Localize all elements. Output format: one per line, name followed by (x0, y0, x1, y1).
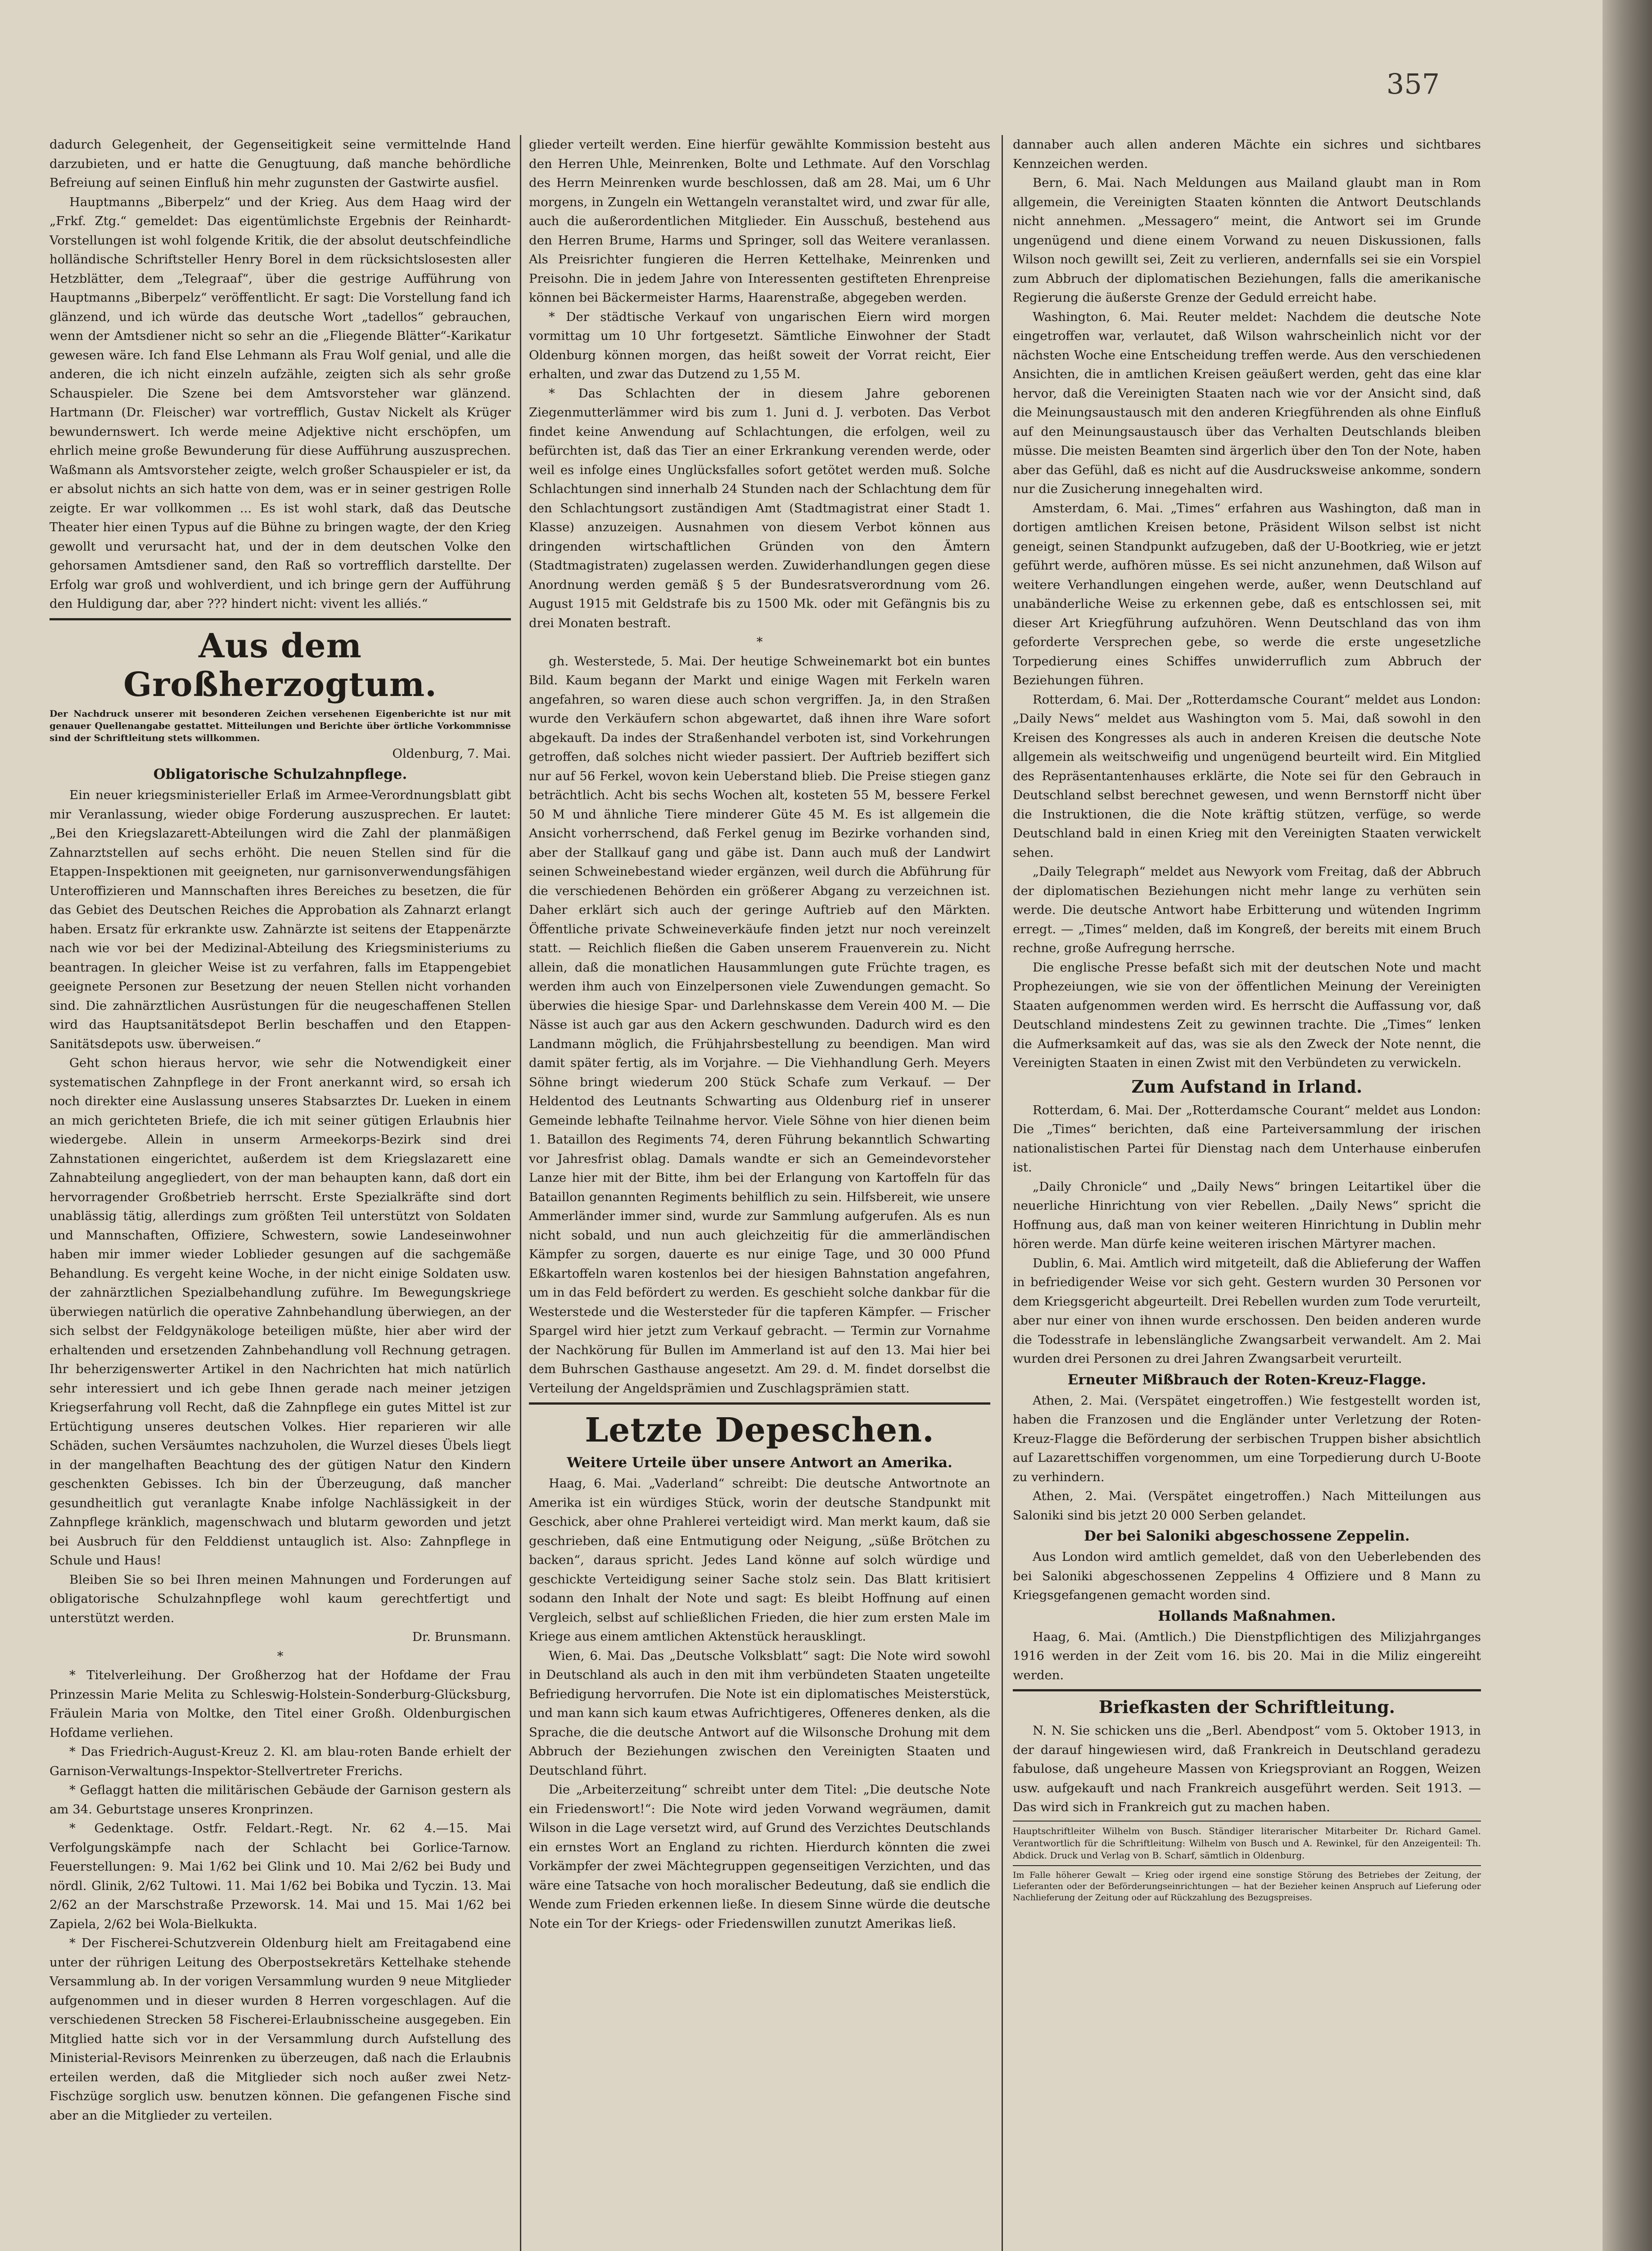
notice-eier: * Der städtische Verkauf von ungarischen Eiern wird morgen vormittag um 10 Uhr fortgesetzt. Sämtliche Einwohner der Stadt Oldenburg können morgen, das heißt soweit der Vorrat reicht, Eier erhalten, und zwar das Dutzend zu 1,55 M. (529, 309, 990, 381)
article-text: Geht schon hieraus hervor, wie sehr die Notwendigkeit einer systematischen Zahnpflege in der Front anerkannt wird, so ersah ich noch direkter eine Auslassung unseres Stabsarztes Dr. Lueken in einem an mich gerichteten Briefe, die ich mit seiner gütigen Erlaubnis hier wiedergebe. Allein in unserm Armeekorps-Bezirk sind drei Zahnstationen eingerichtet, außerdem ist dem Kriegslazarett eine Zahnabteilung angegliedert, von der man behaupten kann, daß dort ein hervorragender Großbetrieb herrscht. Erste Spezialkräfte sind dort unablässig tätig, allerdings zum größten Teil unterstützt von Soldaten und Mannschaften, Offiziere, Schwestern, sowie Landeseinwohner haben mir immer wieder Loblieder gesungen auf die sachgemäße Behandlung. Es vergeht keine Woche, in der nicht einige Soldaten usw. der zahnärztlichen Spezialbehandlung zuführe. Im Bewegungskriege überwiegen natürlich die operative Zahnbehandlung überwiegen, an der sich selbst der Feldgynäkologe beteiligen müßte, hier aber wird der erhaltenden und ersetzenden Zahnbehandlung voll Rechnung getragen. Ihr beherzigenswerter Artikel in den Nachrichten hat mich natürlich sehr interessiert und ich gebe Ihnen gerade nach meiner jetzigen Kriegserfahrung voll Recht, daß die Zahnpflege ein gutes Mittel ist zur Ertüchtigung unseres deutschen Volkes. Hier reparieren wir alle Schäden, suchen Versäumtes nachzuholen, die Wurzel dieses Übels liegt in der mangelhaften Beachtung des der gütigen Natur den Kindern geschenkten Gebisses. Ich bin der Überzeugung, daß mancher gesundheitlich gut veranlagte Knabe infolge Nachlässigkeit in der Zahnpflege kränklich, magenschwach und blutarm geworden und jetzt bei Ausbruch für den Felddienst untauglich ist. Also: Zahnpflege in Schule und Haus! (50, 1056, 511, 1568)
dispatch-dublin: Dublin, 6. Mai. Amtlich wird mitgeteilt, daß die Ablieferung der Waffen in befriedigender Weise vor sich geht. Gestern wurden 30 Personen vor dem Kriegsgericht abgeurteilt. Drei Rebellen wurden zum Tode verurteilt, aber nur einer von ihnen wurde erschossen. Den beiden anderen wurde die Todesstrafe in lebenslängliche Zwangsarbeit verwandelt. Am 2. Mai wurden drei Personen zu drei Jahren Zwangsarbeit verurteilt. (1013, 1256, 1481, 1366)
reprint-notice: Der Nachdruck unserer mit besonderen Zeichen versehenen Eigenberichte ist nur mit genauer Quellenangabe gestattet. Mitteilungen und Berichte über örtliche Vorkommnisse sind der Schriftleitung stets willkommen. (50, 708, 511, 743)
dispatch-zeppelin: Aus London wird amtlich gemeldet, daß von den Ueberlebenden des bei Saloniki abgeschossenen Zeppelins 4 Offiziere und 8 Mann zu Kriegsgefangenen gemacht worden sind. (1013, 1550, 1481, 1602)
column-1 (50, 135, 511, 2125)
article-text: Ein neuer kriegsministerieller Erlaß im Armee-Verordnungsblatt gibt mir Veranlassung, wieder obige Forderung auszusprechen. Er lautet: „Bei den Kriegslazarett-Abteilungen wird die Zahl der planmäßigen Zahnarztstellen auf sechs erhöht. Die neuen Stellen sind für die Etappen-Inspektionen mit geeigneten, nur garnisonverwendungsfähigen Unteroffizieren und Mannschaften ihres Bereiches zu besetzen, die für das Gebiet des Deutschen Reiches die Approbation als Zahnarzt erlangt haben. Ersatz für erkrankte usw. Zahnärzte ist seitens der Etappenärzte nach wie vor bei der Medizinal-Abteilung des Kriegsministeriums zu beantragen. In gleicher Weise ist zu verfahren, falls im Etappengebiet geeignete Personen zur Besetzung der neuen Stellen nicht vorhanden sind. Die zahnärztlichen Ausrüstungen für die neugeschaffenen Stellen wird das Hauptsanitätsdepot Berlin beschaffen und den Etappen-Sanitätsdepots usw. überweisen.“ (50, 788, 511, 1051)
dispatch-wien: Wien, 6. Mai. Das „Deutsche Volksblatt“ sagt: Die Note wird sowohl in Deutschland als auch in den mit ihm verbündeten Staaten ungeteilte Befriedigung hervorrufen. Die Note ist ein diplomatisches Meisterstück, und man kann sich kaum etwas Aufrichtigeres, Offeneres denken, als die Sprache, die die deutsche Antwort auf die Wilsonsche Drohung mit dem Abbruch der Beziehungen zwischen den Vereinigten Staaten und Deutschland führt. (529, 1648, 990, 1778)
column-rule (520, 135, 521, 2251)
dispatch-holland: Haag, 6. Mai. (Amtlich.) Die Dienstpflichtigen des Milizjahrganges 1916 werden in der Zeit vom 16. bis 20. Mai in die Miliz eingereiht werden. (1013, 1629, 1481, 1682)
article-text: glieder verteilt werden. Eine hierfür gewählte Kommission besteht aus den Herren Uhle, Meinrenken, Bolte und Lethmate. Auf den Vorschlag des Herrn Meinrenken wurde beschlossen, daß am 28. Mai, um 6 Uhr morgens, in Zungeln ein Wettangeln veranstaltet wird, und zwar für alle, auch die außerordentlichen Mitglieder. Ein Ausschuß, bestehend aus den Herren Brume, Harms und Springer, soll das Weitere veranlassen. Als Preisrichter fungieren die Herren Kettelhake, Meinrenken und Preisohn. Die in jedem Jahre von Interessenten gestifteten Ehrenpreise können bei Bäckermeister Harms, Haarenstraße, abgegeben werden. (529, 137, 990, 305)
dispatch-athen-1: Athen, 2. Mai. (Verspätet eingetroffen.) Wie festgestellt worden ist, haben die Franzosen und die Engländer unter Verletzung der Roten-Kreuz-Flagge die Beförderung der serbischen Truppen bisher absichtlich auf Lazarettschiffen vorgenommen, um eine Torpedierung durch U-Boote zu verhindern. (1013, 1393, 1481, 1484)
imprint: Hauptschriftleiter Wilhelm von Busch. Ständiger literarischer Mitarbeiter Dr. Richard Gamel. Verantwortlich für die Schriftleitung: Wilhelm von Busch und A. Rewinkel, für den Anzeigenteil: Th. Abdick. Druck und Verlag von B. Scharf, sämtlich in Oldenburg. (1013, 1825, 1481, 1861)
column-2 (529, 135, 990, 1933)
notice-gedenktage: * Gedenktage. Ostfr. Feldart.-Regt. Nr. 62 4.—15. Mai Verfolgungskämpfe nach der Schlacht bei Gorlice-Tarnow. Feuerstellungen: 9. Mai 1/62 bei Glink und 10. Mai 2/62 bei Budy und nördl. Glinik, 2/62 Tultowi. 11. Mai 1/62 bei Bobika und Tyczin. 13. Mai 2/62 an der Marschstraße Przeworsk. 14. Mai und 15. Mai 1/62 bei Zapiela, 2/62 bei Wola-Bielkukta. (50, 1821, 511, 1931)
book-binding-edge (1602, 0, 1652, 2251)
notice-titel: * Titelverleihung. Der Großherzog hat der Hofdame der Frau Prinzessin Marie Melita zu Schleswig-Holstein-Sonderburg-Glücksburg, Fräulein Maria von Moltke, den Titel einer Großh. Oldenburgischen Hofdame verliehen. (50, 1668, 511, 1740)
section-heading-grossherzogtum: Aus dem Großherzogtum. (123, 626, 437, 704)
article-text: dadurch Gelegenheit, der Gegenseitigkeit seine vermittelnde Hand darzubieten, und er hatte die Genugtuung, daß manche behördliche Befreiung auf seinen Einfluß hin mehr zugunsten der Gastwirte ausfiel. (50, 137, 511, 190)
dispatch-irland-2: „Daily Chronicle“ und „Daily News“ bringen Leitartikel über die neuerliche Hinrichtung von vier Rebellen. „Daily News“ spricht die Hoffnung aus, daß man von keiner weiteren Hinrichtung in Dublin mehr hören werde. Man dürfe keine weiteren irischen Märtyrer machen. (1013, 1179, 1481, 1251)
dispatch-daily-telegraph: „Daily Telegraph“ meldet aus Newyork vom Freitag, daß der Abbruch der diplomatischen Beziehungen nicht mehr lange zu verhüten sein werde. Die deutsche Antwort habe Erbitterung und wütenden Ingrimm erregt. — „Times“ melden, daß im Kongreß, der bereits mit einem Bruch rechne, große Aufregung herrsche. (1013, 864, 1481, 955)
article-heading-irland: Zum Aufstand in Irland. (1131, 1076, 1363, 1097)
dispatch-amsterdam: Amsterdam, 6. Mai. „Times“ erfahren aus Washington, daß man in dortigen amtlichen Kreisen betone, Präsident Wilson selbst ist nicht geneigt, seinen Standpunkt aufzugeben, daß der U-Bootkrieg, wie er jetzt geführt werde, aufhören müsse. Es sei nicht anzunehmen, daß Wilson auf weitere Verhandlungen eingehen werde, außer, wenn Deutschland auf unabänderliche Weise zu erkennen gebe, daß es entschlossen sei, mit dieser Art Kriegführung aufzuhören. Wenn Deutschland das von ihm geforderte Versprechen gebe, so werde die erste ungesetzliche Torpedierung eines Schiffes unwiderruflich zum Abbruch der Beziehungen führen. (1013, 501, 1481, 687)
column-rule (1002, 135, 1003, 2251)
notice-kreuz: * Das Friedrich-August-Kreuz 2. Kl. am blau-roten Bande erhielt der Garnison-Verwaltungs-Inspektor-Stellvertreter Frerichs. (50, 1745, 511, 1778)
dispatch-athen-2: Athen, 2. Mai. (Verspätet eingetroffen.) Nach Mitteilungen aus Saloniki sind bis jetzt 20 000 Serben gelandet. (1013, 1489, 1481, 1523)
section-divider (50, 618, 511, 620)
notice-westerstede: gh. Westerstede, 5. Mai. Der heutige Schweinemarkt bot ein buntes Bild. Kaum begann der Markt und einige Wagen mit Ferkeln waren angefahren, so waren diese auch schon vergriffen. Ja, in den Straßen wurde den Verkäufern schon abgewartet, daß ihnen ihre Ware sofort abgekauft. Da indes der Straßenhandel verboten ist, sind Vorkehrungen getroffen, daß solches nicht wieder passiert. Der Auftrieb beziffert sich nur auf 56 Ferkel, wovon kein Ueberstand blieb. Die Preise stiegen ganz beträchtlich. Acht bis sechs Wochen alt, kosteten 55 M, bessere Ferkel 50 M und ähnliche Tiere minderer Güte 45 M. Es ist allgemein die Ansicht vorherrschend, daß Ferkel genug im Bezirke vorhanden sind, aber der Stallkauf gang und gäbe ist. Dann auch muß der Landwirt seinen Schweinebestand wieder ergänzen, weil durch die Abführung für die verschiedenen Behörden ein größerer Abgang zu verzeichnen ist. Daher erklärt sich auch der geringe Auftrieb auf den Märkten. Öffentliche private Schweineverkäufe finden jetzt nur noch vereinzelt statt. — Reichlich fließen die Gaben unserem Frauenverein zu. Nicht allein, daß die monatlichen Hausammlungen gute Früchte tragen, es werden ihm auch von Einzelpersonen viele Zuwendungen gemacht. So überwies die hiesige Spar- und Darlehnskasse dem Verein 400 M. — Die Nässe ist auch gar aus den Ackern geschwunden. Dadurch wird es den Landmann möglich, die Frühjahrsbestellung zu beendigen. Man wird damit später fertig, als im Vorjahre. — Die Viehhandlung Gerh. Meyers Söhne bringt wiederum 200 Stück Schafe zum Verkauf. — Der Heldentod des Leutnants Schwarting aus Oldenburg rief in unserer Gemeinde lebhafte Teilnahme hervor. Viele Söhne von hier dienen beim 1. Bataillon des Regiments 74, deren Führung bekanntlich Schwarting vor Jahresfrist oblag. Damals wandte er sich an Gemeindevorsteher Lanze hier mit der Bitte, ihm bei der Erlangung von Kartoffeln für das Bataillon genannten Regiments behilflich zu sein. Hilfsbereit, wie unsere Ammerländer immer sind, wurde zur Sammlung aufgerufen. Als es nun nicht sobald, und nun auch gleichzeitig für die ammerländischen Kämpfer zu sorgen, dauerte es nur einige Tage, und 30 000 Pfund Eßkartoffeln waren kostenlos bei der hiesigen Bahnstation angefahren, um in das Feld befördert zu werden. Es geschieht solche dankbar für die Westerstede und die Westersteder für die tapferen Kämpfer. — Frischer Spargel wird hier jetzt zum Verkauf gebracht. — Termin zur Vornahme der Nachkörung für Bullen im Ammerland ist auf den 13. Mai hier bei dem Buhrschen Gasthause angesetzt. Am 29. d. M. findet dorselbst die Verteilung der Angeldsprämien und Zuschlagsprämien statt. (529, 654, 990, 1396)
dispatch-irland-1: Rotterdam, 6. Mai. Der „Rotterdamsche Courant“ meldet aus London: Die „Times“ berichten, daß eine Parteiversammlung der irischen nationalistischen Partei für Dienstag nach dem Unterhause einberufen ist. (1013, 1103, 1481, 1175)
force-majeure-notice: Im Falle höherer Gewalt — Krieg oder irgend eine sonstige Störung des Betriebes der Zeitung, der Lieferanten oder der Beförderungseinrichtungen — hat der Bezieher keinen Anspruch auf Lieferung oder Nachlieferung der Zeitung oder auf Rückzahlung des Bezugspreises. (1013, 1870, 1481, 1903)
letter-reply: N. N. Sie schicken uns die „Berl. Abendpost“ vom 5. Oktober 1913, in der darauf hingewiesen wird, daß Frankreich in Deutschland geradezu fabulose, daß ungeheure Massen von Kriegsproviant an Roggen, Weizen usw. aufgekauft und nach Frankreich ausgeführt werden. Seit 1913. — Das wird sich in Frankreich gut zu machen haben. (1013, 1723, 1481, 1814)
article-heading-zeppelin: Der bei Saloniki abgeschossene Zeppelin. (1084, 1528, 1410, 1544)
author-signature: Dr. Brunsmann. (412, 1630, 511, 1644)
article-heading-urteile: Weitere Urteile über unsere Antwort an Amerika. (567, 1455, 952, 1471)
article-heading-holland: Hollands Maßnahmen. (1158, 1608, 1336, 1624)
page-number: 357 (1386, 68, 1440, 100)
dateline: Oldenburg, 7. Mai. (392, 746, 511, 761)
separator-star: * (756, 635, 763, 649)
notice-geflaggt: * Geflaggt hatten die militärischen Gebäude der Garnison gestern als am 34. Geburtstage unseres Kronprinzen. (50, 1783, 511, 1817)
article-text: dannaber auch allen anderen Mächte ein sichres und sichtbares Kennzeichen werden. (1013, 137, 1481, 171)
section-heading-letzte-depeschen: Letzte Depeschen. (585, 1411, 934, 1450)
notice-ziegen: * Das Schlachten der in diesem Jahre geborenen Ziegenmutterlämmer wird bis zum 1. Juni d. J. verboten. Das Verbot findet keine Anwendung auf Schlachtungen, die erfolgen, weil zu befürchten ist, daß das Tier an einer Erkrankung verenden werde, oder weil es infolge eines Unglücksfalles sofort getötet werden muß. Solche Schlachtungen sind innerhalb 24 Stunden nach der Schlachtung dem für den Schlachtungsort zuständigen Amt (Stadtmagistrat einer Stadt 1. Klasse) anzuzeigen. Ausnahmen von diesem Verbot können aus dringenden wirtschaftlichen Gründen von den Ämtern (Stadtmagistraten) zugelassen werden. Zuwiderhandlungen gegen diese Anordnung werden gemäß § 5 der Bundesratsverordnung vom 26. August 1915 mit Geldstrafe bis zu 1500 Mk. oder mit Gefängnis bis zu drei Monaten bestraft. (529, 386, 990, 630)
section-divider (529, 1402, 990, 1405)
imprint-divider (1013, 1821, 1481, 1822)
dispatch-bern: Bern, 6. Mai. Nach Meldungen aus Mailand glaubt man in Rom allgemein, die Vereinigten Staaten könnten die Antwort Deutschlands nicht annehmen. „Messagero“ meint, die Antwort sei im Grunde ungenügend und diene einem Vorwand zu neuen Diskussionen, falls Wilson noch gewillt sei, Zeit zu verlieren, andernfalls sei sie ein Vorspiel zum Abbruch der diplomatischen Beziehungen, falls die amerikanische Regierung die äußerste Grenze der Geduld erreicht habe. (1013, 176, 1481, 305)
section-heading-briefkasten: Briefkasten der Schriftleitung. (1098, 1697, 1395, 1717)
article-heading-schulzahnpflege: Obligatorische Schulzahnpflege. (153, 766, 407, 782)
article-text: Bleiben Sie so bei Ihren meinen Mahnungen und Forderungen auf obligatorische Schulzahnpflege wohl kaum gerechtfertigt und unterstützt werden. (50, 1572, 511, 1625)
article-heading-roten-kreuz: Erneuter Mißbrauch der Roten-Kreuz-Flagge. (1067, 1371, 1426, 1388)
dispatch-washington: Washington, 6. Mai. Reuter meldet: Nachdem die deutsche Note eingetroffen war, verlautet, daß Wilson wahrscheinlich nicht vor der nächsten Woche eine Entscheidung treffen werde. Aus den verschiedenen Ansichten, die in amtlichen Kreisen geäußert werden, geht das eine klar hervor, daß die Vereinigten Staaten nach wie vor der Ansicht sind, daß die Meinungsaustausch mit den anderen Kriegführenden als ohne Einfluß auf den Meinungsaustausch über das Verhalten Deutschlands bleiben müsse. Die meisten Beamten sind ärgerlich über den Ton der Note, haben aber das Gefühl, daß es nicht auf die Ausdrucksweise ankomme, sondern nur die Zusicherung innegehalten wird. (1013, 309, 1481, 496)
footer-divider (1013, 1865, 1481, 1866)
dispatch-arbeiterzeitung: Die „Arbeiterzeitung“ schreibt unter dem Titel: „Die deutsche Note ein Friedenswort!“: Die Note wird jeden Vorwand wegräumen, damit Wilson in die Lage versetzt wird, auf Grund des Verzichtes Deutschlands ein ernstes Wort an England zu richten. Hierdurch könnten die zwei Vorkämpfer der zwei Mächtegruppen gegenseitigen Verzichten, und das wäre eine Tatsache von hoch moralischer Bedeutung, daß sie endlich die Wende zum Frieden erkennen ließe. In diesem Sinne würde die deutsche Note ein Tor der Kriegs- oder Friedenswillen zunutzt Amerikas ließ. (529, 1782, 990, 1931)
dispatch-englische-presse: Die englische Presse befaßt sich mit der deutschen Note und macht Prophezeiungen, wie sie von der öffentlichen Meinung der Vereinigten Staaten aufgenommen werden wird. Es herrscht die Auffassung vor, daß Deutschland mindestens Zeit zu gewinnen trachte. Die „Times“ lenken die Aufmerksamkeit auf das, was sie als den Zweck der Note nennt, die Vereinigten Staaten in einen Zwist mit den Verbündeten zu verwickeln. (1013, 960, 1481, 1070)
separator-star: * (277, 1649, 284, 1663)
notice-fischerei: * Der Fischerei-Schutzverein Oldenburg hielt am Freitagabend eine unter der rührigen Leitung des Oberpostsekretärs Kettelhake stehende Versammlung ab. In der vorigen Versammlung wurden 9 neue Mitglieder aufgenommen und in dieser wurden 8 Herren vorgeschlagen. Auf die verschiedenen Strecken 58 Fischerei-Erlaubnisscheine ausgegeben. Ein Mitglied hatte sich vor in der Versammlung durch Aufstellung des Ministerial-Revisors Meinrenken zu überzeugen, daß nach die Erlaubnis erteilen werden, daß die Mitglieder sich noch außer zwei Netz-Fischzüge sorglich usw. benutzen können. Die gefangenen Fische sind aber an die Mitglieder zu verteilen. (50, 1936, 511, 2123)
section-divider (1013, 1689, 1481, 1691)
dispatch-rotterdam: Rotterdam, 6. Mai. Der „Rotterdamsche Courant“ meldet aus London: „Daily News“ meldet aus Washington vom 5. Mai, daß sowohl in den Kreisen des Kongresses als auch in anderen Kreisen die deutsche Note allgemein als weitschweifig und ungenügend beurteilt wird. Ein Mitglied des Repräsentantenhauses erklärte, die Note sei für den Gebrauch in Deutschland selbst berechnet gewesen, und wenn Bernstorff nicht über die Instruktionen, die die Note kräftig stützen, verfüge, so werde Deutschland bald in einen Krieg mit den Vereinigten Staaten verwickelt sehen. (1013, 692, 1481, 860)
article-biberpelz: Hauptmanns „Biberpelz“ und der Krieg. Aus dem Haag wird der „Frkf. Ztg.“ gemeldet: Das eigentümlichste Ergebnis der Reinhardt-Vorstellungen ist wohl folgende Kritik, die der absolut deutschfeindliche holländische Schriftsteller Henry Borel in dem rücksichtslosesten aller Hetzblätter, dem „Telegraaf“, über die gestrige Aufführung von Hauptmanns „Biberpelz“ veröffentlicht. Er sagt: Die Vorstellung fand ich glänzend, und ich würde das deutsche Wort „tadellos“ gebrauchen, wenn der Amtsdiener nicht so sehr an die „Fliegende Blätter“-Karikatur gewesen wäre. Ich fand Else Lehmann als Frau Wolf genial, und alle die anderen, die ich nicht einzeln aufzähle, zeigten sich als sehr große Schauspieler. Die Szene bei dem Amtsvorsteher war glänzend. Hartmann (Dr. Fleischer) war vortrefflich, Gustav Nickelt als Krüger bewundernswert. Ich werde meine Adjektive nicht erschöpfen, um ehrlich meine große Bewunderung für diese Aufführung auszusprechen. Waßmann als Amtsvorsteher zeigte, welch großer Schauspieler er ist, da er absolut nichts an sich hatte von dem, was er in seiner gestrigen Rolle zeigte. Er war vollkommen ... Es ist wohl stark, daß das Deutsche Theater hier einen Typus auf die Bühne zu bringen wagte, der den Krieg gewollt und verursacht hat, und der in dem deutschen Volke den gehorsamen Amtsdiener sand, den Raß so vortrefflich darstellte. Der Erfolg war groß und wohlverdient, und ich bringe gern der Aufführung den Huldigung dar, aber ??? hindert nicht: vivent les alliés.“ (50, 194, 511, 611)
dispatch-haag: Haag, 6. Mai. „Vaderland“ schreibt: Die deutsche Antwortnote an Amerika ist ein würdiges Stück, worin der deutsche Standpunkt mit Geschick, aber ohne Prahlerei verteidigt wird. Man merkt kaum, daß sie geschrieben, daß eine Entmutigung oder Neigung, „süße Brötchen zu backen“, daraus spricht. Jedes Land könne auf solch würdige und geschickte Verteidigung seiner Sache stolz sein. Das Blatt kritisiert sodann den Inhalt der Note und sagt: Es bleibt Hoffnung auf einen Vergleich, selbst auf schließlichen Frieden, die hier zum ersten Male im Kriege aus einem amtlichen Aktenstück herausklingt. (529, 1476, 990, 1644)
column-3 (1013, 135, 1481, 1903)
